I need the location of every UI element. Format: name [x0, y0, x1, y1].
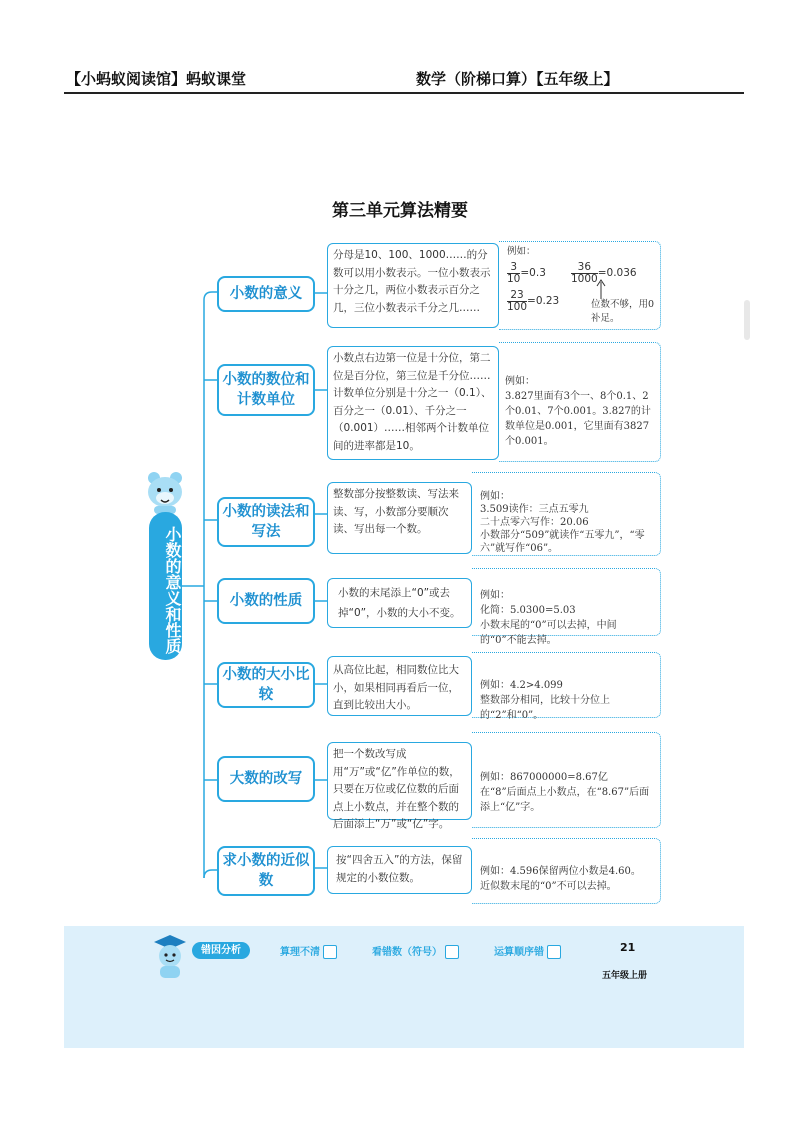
desc-text: 从高位比起，相同数位比大小，如果相同再看后一位，直到比较出大小。 — [333, 664, 459, 711]
mascot-bear-icon — [142, 470, 188, 514]
desc-rewrite-large — [327, 742, 472, 830]
fraction: $\frac{23}{100}$ — [507, 289, 528, 313]
desc-text: 整数部分按整数读、写法来读、写，小数部分要顺次读、写出每一个数。 — [333, 488, 459, 535]
option-order-error[interactable] — [494, 943, 561, 959]
desc-text: 小数的末尾添上“0”或去掉“0”，小数的大小不变。 — [338, 587, 461, 619]
node-read-write — [217, 497, 315, 547]
desc-read-write — [327, 482, 472, 554]
node-decimal-meaning — [217, 276, 315, 312]
example-note: 位数不够，用0补足。 — [591, 299, 655, 324]
desc-text: 把一个数改写成用“万”或“亿”作单位的数，只要在万位或亿位数的后面点上小数点，并在整个数的后面添上“万”或“亿”字。 — [333, 748, 460, 830]
node-label: 小数的数位和计数单位 — [222, 372, 310, 408]
node-label: 小数的性质 — [229, 593, 303, 609]
node-place-value — [217, 364, 315, 416]
example-text: 例如：4.596保留两位小数是4.60。 近似数末尾的“0”不可以去掉。 — [480, 866, 641, 892]
page-title: 第三单元算法精要 — [332, 201, 468, 221]
mascot-graduate-icon — [146, 932, 192, 980]
example-text: 例如： 化简：5.0300=5.03 小数末尾的“0”可以去掉，中间的“0”不能去掉。 — [480, 590, 617, 646]
page-edge-tab — [744, 300, 750, 340]
desc-place-value — [327, 346, 499, 460]
topic-label: 小数的意义和性质 — [149, 512, 182, 660]
page-number: 21 — [620, 941, 636, 954]
fraction: $\frac{3}{10}$ — [507, 261, 521, 285]
grade-label: 五年级上册 — [602, 971, 648, 981]
example-rewrite-large — [472, 732, 661, 828]
example-text: 例如： 3.827里面有3个一、8个0.1、2个0.01、7个0.001。3.827的计数单位是0.001，它里面有3827个0.001。 — [505, 376, 651, 447]
example-prefix: 例如： — [507, 246, 536, 257]
checkbox[interactable] — [547, 945, 561, 959]
fraction-value: =0.23 — [527, 295, 560, 307]
option-misread[interactable] — [372, 943, 459, 959]
example-text: 例如：867000000=8.67亿 在“8”后面点上小数点，在“8.67”后面添上“亿”字。 — [480, 772, 650, 813]
node-rewrite-large — [217, 756, 315, 802]
desc-property — [327, 578, 472, 628]
example-decimal-meaning — [499, 241, 661, 330]
node-label: 小数的意义 — [229, 286, 303, 302]
fraction-row-3 — [507, 290, 559, 313]
node-approximation — [217, 846, 315, 896]
arrow-up-icon — [595, 278, 607, 300]
option-label: 算理不清 — [280, 947, 320, 958]
node-property — [217, 578, 315, 624]
node-label: 小数的读法和写法 — [222, 504, 310, 540]
node-label: 小数的大小比较 — [222, 667, 310, 703]
example-place-value — [499, 342, 661, 462]
option-label: 看错数（符号） — [372, 947, 442, 958]
desc-approximation — [327, 846, 472, 894]
fraction: $\frac{36}{1000}$ — [571, 261, 598, 285]
desc-text: 分母是10、100、1000……的分数可以用小数表示。一位小数表示十分之几，两位小数表示百分之几，三位小数表示千分之几…… — [333, 249, 491, 314]
desc-text: 按“四舍五入”的方法，保留规定的小数位数。 — [336, 854, 463, 884]
footer-panel — [64, 926, 744, 1048]
example-compare — [472, 652, 661, 721]
example-read-write — [472, 472, 661, 556]
fraction-value: =0.036 — [597, 267, 637, 279]
node-label: 大数的改写 — [229, 771, 303, 787]
node-compare — [217, 662, 315, 708]
error-analysis-tag: 错因分析 — [192, 942, 250, 959]
checkbox[interactable] — [445, 945, 459, 959]
example-text: 例如：4.2>4.099 整数部分相同，比较十分位上的“2”和“0”。 — [480, 680, 610, 721]
desc-compare — [327, 656, 472, 716]
option-label: 运算顺序错 — [494, 947, 544, 958]
example-property — [472, 568, 661, 646]
node-label: 求小数的近似数 — [222, 853, 310, 889]
example-approximation — [472, 838, 661, 904]
checkbox[interactable] — [323, 945, 337, 959]
desc-decimal-meaning — [327, 243, 499, 328]
fraction-value: =0.3 — [520, 267, 546, 279]
option-unclear-reasoning[interactable] — [280, 943, 337, 959]
desc-text: 小数点右边第一位是十分位，第二位是百分位，第三位是千分位……计数单位分别是十分之一（0.1）、百分之一（0.01）、千分之一（0.001）……相邻两个计数单位间的进率都是10。 — [333, 352, 492, 452]
fraction-row-1 — [507, 262, 546, 285]
example-text: 例如： 3.509读作：三点五零九 二十点零六写作：20.06 小数部分“509”就读作“五零九”，“零六”就写作“06”。 — [480, 491, 645, 554]
header-left: 【小蚂蚁阅读馆】蚂蚁课堂 — [66, 70, 247, 88]
header-right: 数学（阶梯口算）【五年级上】 — [416, 70, 619, 88]
